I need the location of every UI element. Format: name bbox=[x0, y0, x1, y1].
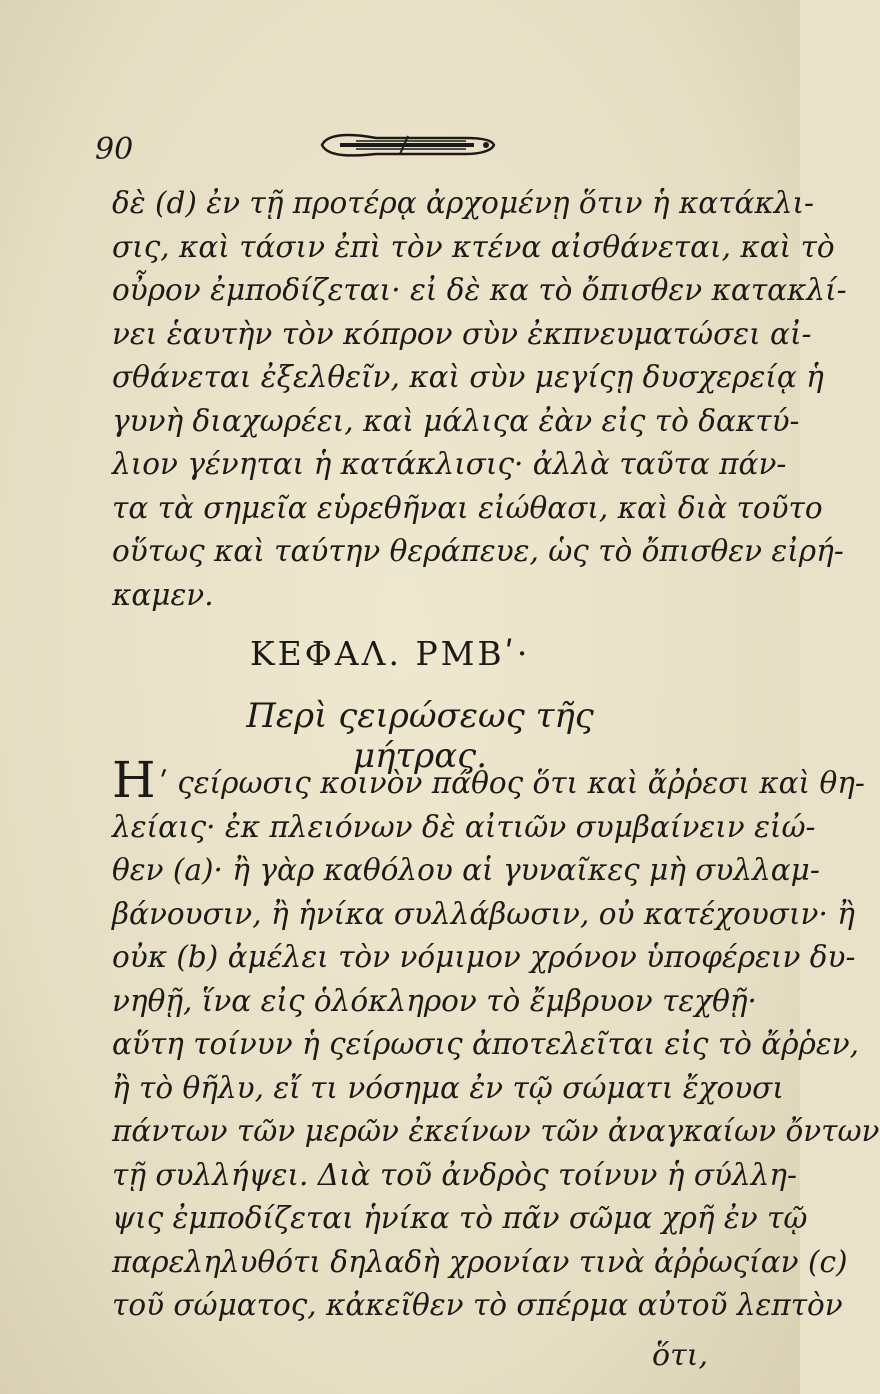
text-line: νει ἑαυτὴν τὸν κόπρον σὺν ἐκπνευματώσει αἰ- bbox=[112, 316, 812, 351]
drop-cap: Η bbox=[112, 751, 156, 809]
chapter-heading: ΚΕΦΑΛ. ΡΜΒʹ· bbox=[250, 634, 531, 673]
text-line: τῇ συλλήψει. Διὰ τοῦ ἀνδρὸς τοίνυν ἡ σύλλη- bbox=[112, 1157, 797, 1192]
chapter-title: Περὶ ςειρώσεως τῆς μήτρας. bbox=[246, 696, 594, 776]
text-line: οὐκ (b) ἀμέλει τὸν νόμιμον χρόνον ὑποφέρειν δυ- bbox=[112, 940, 856, 974]
decorative-rule-ornament-icon bbox=[316, 128, 498, 162]
text-line: οὕτως καὶ ταύτην θεράπευε, ὡς τὸ ὄπισθεν εἰρή- bbox=[112, 534, 844, 568]
text-line: νηθῇ, ἵνα εἰς ὁλόκληρον τὸ ἔμβρυον τεχθῇ· bbox=[112, 983, 757, 1018]
paragraph-continuation bbox=[112, 182, 847, 617]
text-line-first bbox=[112, 751, 865, 809]
catchword: ὅτι, bbox=[652, 1338, 708, 1373]
text-line: αὕτη τοίνυν ἡ ςείρωσις ἀποτελεῖται εἰς τὸ ἄῤῥεν, bbox=[112, 1027, 860, 1061]
text-line: ψις ἐμποδίζεται ἡνίκα τὸ πᾶν σῶμα χρῆ ἐν τῷ bbox=[112, 1201, 808, 1235]
text-line: ἢ τὸ θῆλυ, εἴ τι νόσημα ἐν τῷ σώματι ἔχουσι bbox=[112, 1070, 784, 1105]
chapter-body bbox=[112, 751, 880, 1328]
text-line: τοῦ σώματος, κἀκεῖθεν τὸ σπέρμα αὐτοῦ λεπτὸν bbox=[112, 1288, 843, 1322]
text-line: δὲ (d) ἐν τῇ προτέρᾳ ἀρχομένῃ ὅτιν ἡ κατάκλι- bbox=[112, 186, 815, 220]
text-line: σθάνεται ἐξελθεῖν, καὶ σὺν μεγίςῃ δυσχερείᾳ ἡ bbox=[112, 360, 824, 394]
text-line: λείαις· ἐκ πλειόνων δὲ αἰτιῶν συμβαίνειν εἰώ- bbox=[112, 809, 816, 844]
page-number: 90 bbox=[95, 132, 134, 167]
text-line: θεν (a)· ἢ γὰρ καθόλου αἱ γυναῖκες μὴ συλλαμ- bbox=[112, 853, 820, 887]
text-line: λιον γένηται ἡ κατάκλισις· ἀλλὰ ταῦτα πάν- bbox=[112, 447, 787, 481]
text-line: παρεληλυθότι δηλαδὴ χρονίαν τινὰ ἀῤῥωςίαν (c) bbox=[112, 1244, 848, 1279]
text-line: τα τὰ σημεῖα εὑρεθῆναι εἰώθασι, καὶ διὰ τοῦτο bbox=[112, 490, 823, 525]
text-line: πάντων τῶν μερῶν ἐκείνων τῶν ἀναγκαίων ὄντων bbox=[112, 1114, 880, 1148]
text-line: οὖρον ἐμποδίζεται· εἰ δὲ κα τὸ ὄπισθεν κατακλί- bbox=[112, 273, 847, 307]
text-line: γυνὴ διαχωρέει, καὶ μάλιςα ἐὰν εἰς τὸ δακτύ- bbox=[112, 403, 800, 438]
text-line-first-rest: ʹ ςείρωσις κοινὸν πάθος ὅτι καὶ ἄῤῥεσι καὶ θη- bbox=[159, 766, 865, 800]
text-line: καμεν. bbox=[112, 577, 214, 612]
text-line: βάνουσιν, ἢ ἡνίκα συλλάβωσιν, οὐ κατέχουσιν· ἢ bbox=[112, 896, 855, 931]
text-line: σις, καὶ τάσιν ἐπὶ τὸν κτένα αἰσθάνεται, καὶ τὸ bbox=[112, 229, 835, 264]
